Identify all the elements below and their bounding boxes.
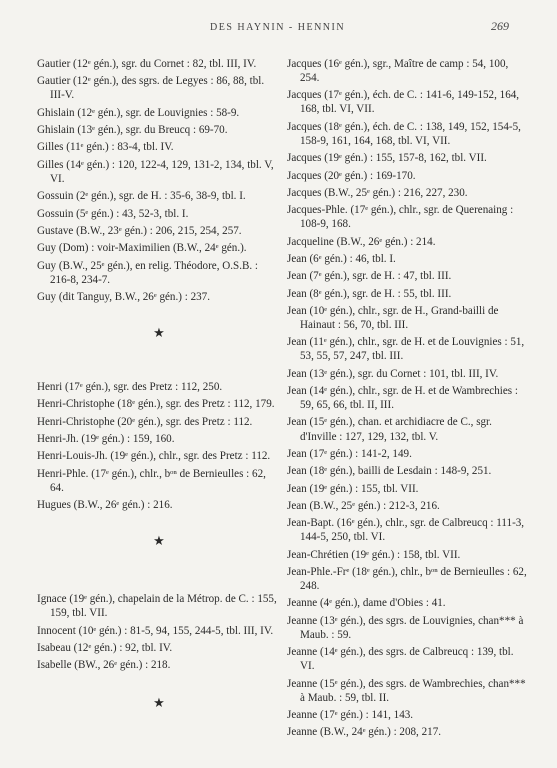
index-entry: Henri-Christophe (18ᵉ gén.), sgr. des Pretz : 112, 179. bbox=[37, 398, 275, 411]
index-entry: Ghislain (13ᵉ gén.), sgr. du Breucq : 69-70. bbox=[37, 124, 228, 137]
index-entry: Jacques-Phle. (17ᵉ gén.), chlr., sgr. de Querenaing : 108-9, 168. bbox=[287, 204, 514, 231]
index-entry: Jeanne (4ᵉ gén.), dame d'Obies : 41. bbox=[287, 597, 446, 610]
index-entry: Jacques (20ᵉ gén.) : 169-170. bbox=[287, 169, 416, 182]
index-entry: Jeanne (13ᵉ gén.), des sgrs. de Louvignies, chan*** à Maub. : 59. bbox=[287, 614, 524, 641]
index-entry: Jean (8ᵉ gén.), sgr. de H. : 55, tbl. III. bbox=[287, 287, 452, 300]
index-entry: Gautier (12ᵉ gén.), des sgrs. de Legyes : 86, 88, tbl. III-V. bbox=[37, 75, 265, 102]
index-entry: Jean (11ᵉ gén.), chlr., sgr. de H. et de Louvignies : 51, 53, 55, 57, 247, tbl. III. bbox=[287, 336, 525, 363]
index-entry: Jacqueline (B.W., 26ᵉ gén.) : 214. bbox=[287, 235, 436, 248]
running-title: DES HAYNIN - HENNIN bbox=[210, 22, 346, 33]
index-entry: Jacques (18ᵉ gén.), éch. de C. : 138, 149, 152, 154-5, 158-9, 161, 164, 168, tbl. VI, VII. bbox=[287, 120, 521, 147]
index-group-i bbox=[37, 592, 281, 672]
index-entry: Gustave (B.W., 23ᵉ gén.) : 206, 215, 254, 257. bbox=[37, 224, 242, 237]
index-entry: Henri-Louis-Jh. (19ᵉ gén.), chlr., sgr. des Pretz : 112. bbox=[37, 450, 271, 463]
index-entry: Henri-Jh. (19ᵉ gén.) : 159, 160. bbox=[37, 433, 175, 446]
index-entry: Guy (Dom) : voir-Maximilien (B.W., 24ᵉ gén.). bbox=[37, 242, 247, 255]
index-entry: Jacques (16ᵉ gén.), sgr., Maître de camp : 54, 100, 254. bbox=[287, 58, 509, 85]
index-entry: Gilles (11ᵉ gén.) : 83-4, tbl. IV. bbox=[37, 141, 174, 154]
index-entry: Jean (7ᵉ gén.), sgr. de H. : 47, tbl. III. bbox=[287, 270, 452, 283]
index-entry: Innocent (10ᵉ gén.) : 81-5, 94, 155, 244-5, tbl. III, IV. bbox=[37, 624, 274, 637]
section-separator-star: ★ bbox=[153, 695, 165, 711]
index-group-h bbox=[37, 380, 281, 512]
index-entry: Jean (6ᵉ gén.) : 46, tbl. I. bbox=[287, 252, 396, 265]
index-entry: Gautier (12ᵉ gén.), sgr. du Cornet : 82, tbl. III, IV. bbox=[37, 58, 257, 70]
index-entry: Jeanne (17ᵉ gén.) : 141, 143. bbox=[287, 708, 414, 721]
index-entry: Jeanne (15ᵉ gén.), des sgrs. de Wambrechies, chan*** à Maub. : 59, tbl. II. bbox=[287, 677, 526, 704]
index-entry: Jean (15ᵉ gén.), chan. et archidiacre de C., sgr. d'Inville : 127, 129, 132, tbl. V. bbox=[287, 416, 492, 443]
index-entry: Isabelle (BW., 26ᵉ gén.) : 218. bbox=[37, 659, 171, 672]
index-entry: Henri (17ᵉ gén.), sgr. des Pretz : 112, 250. bbox=[37, 381, 223, 394]
left-column bbox=[37, 57, 281, 710]
index-entry: Jean (17ᵉ gén.) : 141-2, 149. bbox=[287, 447, 412, 460]
section-separator-star: ★ bbox=[153, 533, 165, 549]
index-entry: Jean (14ᵉ gén.), chlr., sgr. de H. et de Wambrechies : 59, 65, 66, tbl. II, III. bbox=[287, 385, 518, 412]
index-entry: Jean (B.W., 25ᵉ gén.) : 212-3, 216. bbox=[287, 499, 440, 512]
index-entry: Jean-Bapt. (16ᵉ gén.), chlr., sgr. de Calbreucq : 111-3, 144-5, 250, tbl. VI. bbox=[287, 517, 525, 544]
index-entry: Gossuin (5ᵉ gén.) : 43, 52-3, tbl. I. bbox=[37, 207, 189, 220]
index-entry: Jeanne (B.W., 24ᵉ gén.) : 208, 217. bbox=[287, 726, 442, 739]
index-entry: Henri-Christophe (20ᵉ gén.), sgr. des Pretz : 112. bbox=[37, 415, 253, 428]
index-entry: Ignace (19ᵉ gén.), chapelain de la Métrop. de C. : 155, 159, tbl. VII. bbox=[37, 593, 277, 620]
page-number: 269 bbox=[491, 19, 509, 33]
index-entry: Jacques (B.W., 25ᵉ gén.) : 216, 227, 230. bbox=[287, 186, 468, 199]
index-entry: Gossuin (2ᵉ gén.), sgr. de H. : 35-6, 38-9, tbl. I. bbox=[37, 190, 246, 203]
index-entry: Guy (dit Tanguy, B.W., 26ᵉ gén.) : 237. bbox=[37, 290, 210, 303]
index-entry: Jeanne (14ᵉ gén.), des sgrs. de Calbreucq : 139, tbl. VI. bbox=[287, 646, 514, 673]
index-entry: Isabeau (12ᵉ gén.) : 92, tbl. IV. bbox=[37, 641, 173, 654]
index-group-g bbox=[37, 57, 281, 304]
index-entry: Jacques (17ᵉ gén.), éch. de C. : 141-6, 149-152, 164, 168, tbl. VI, VII. bbox=[287, 89, 520, 116]
index-entry: Jean (10ᵉ gén.), chlr., sgr. de H., Grand-bailli de Hainaut : 56, 70, tbl. III. bbox=[287, 304, 499, 332]
index-entry: Jean (13ᵉ gén.), sgr. du Cornet : 101, tbl. III, IV. bbox=[287, 367, 499, 380]
index-entry: Guy (B.W., 25ᵉ gén.), en relig. Théodore, O.S.B. : 216-8, 234-7. bbox=[37, 259, 258, 286]
index-entry: Jean-Chrétien (19ᵉ gén.) : 158, tbl. VII. bbox=[287, 548, 461, 561]
index-entry: Gilles (14ᵉ gén.) : 120, 122-4, 129, 131-2, 134, tbl. V, VI. bbox=[37, 158, 274, 185]
index-entry: Jean (18ᵉ gén.), bailli de Lesdain : 148-9, 251. bbox=[287, 465, 492, 478]
index-entry: Henri-Phle. (17ᵉ gén.), chlr., bᵒⁿ de Bernieulles : 62, 64. bbox=[37, 467, 266, 494]
section-separator-star: ★ bbox=[153, 324, 165, 340]
page-header bbox=[0, 19, 557, 38]
right-column bbox=[287, 57, 527, 743]
index-entry: Jean (19ᵉ gén.) : 155, tbl. VII. bbox=[287, 482, 419, 495]
index-entry: Jean-Phle.-Frᵉ (18ᵉ gén.), chlr., bᵒⁿ de Bernieulles : 62, 248. bbox=[287, 565, 527, 593]
index-entry: Hugues (B.W., 26ᵉ gén.) : 216. bbox=[37, 499, 173, 512]
index-entry: Jacques (19ᵉ gén.) : 155, 157-8, 162, tbl. VII. bbox=[287, 152, 487, 165]
index-entry: Ghislain (12ᵉ gén.), sgr. de Louvignies : 58-9. bbox=[37, 106, 240, 119]
